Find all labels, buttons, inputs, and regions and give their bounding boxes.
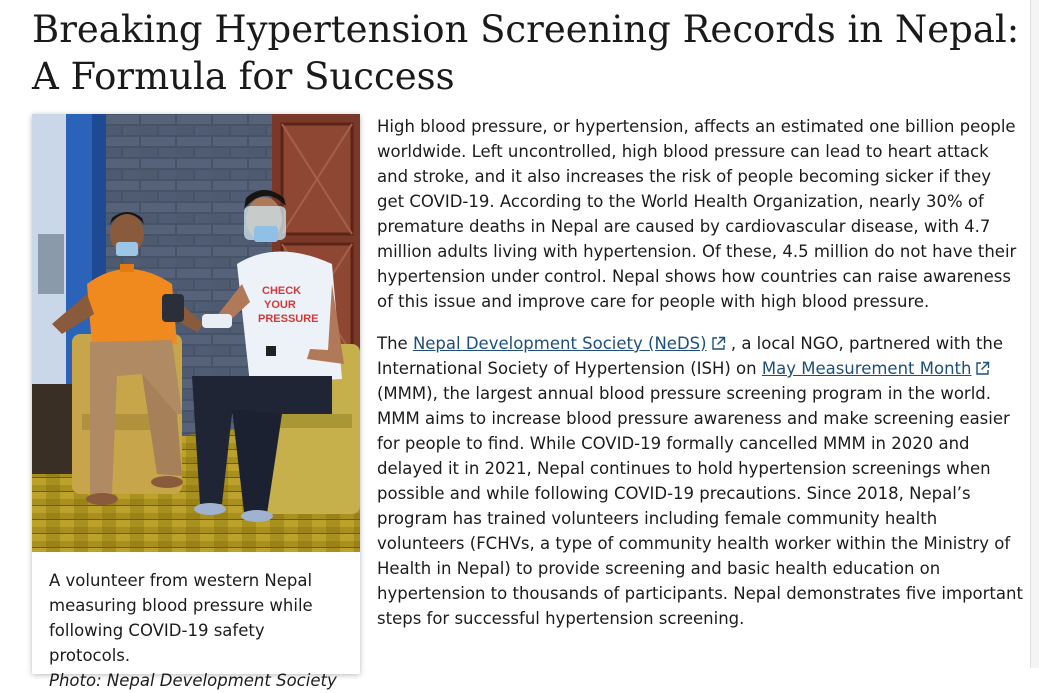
photo-credit: Photo: Nepal Development Society bbox=[49, 671, 337, 690]
article-title: Breaking Hypertension Screening Records in Nepal: A Formula for Success bbox=[32, 8, 1020, 98]
figure-caption bbox=[32, 552, 360, 693]
paragraph-lead: The bbox=[377, 334, 413, 353]
paragraph-tail: (MMM), the largest annual blood pressure screening program in the world. MMM aims to increase blood pressure awareness and make screening easier for people to find. While COVID-19 formally cancelled MMM in 2020 and delayed it in 2021, Nepal continues to hold hypertension screenings when possible and while following COVID-19 precautions. Since 2018, Nepal’s program has trained volunteers including female community health volunteers (FCHVs, a type of community health worker within the Ministry of Health in Nepal) to provide screening and basic health education on hypertension to thousands of participants. Nepal demonstrates five important steps for successful hypertension screening. bbox=[377, 384, 1023, 628]
article-body bbox=[377, 114, 1023, 648]
paragraph-intro: High blood pressure, or hypertension, affects an estimated one billion people worldwide. Left uncontrolled, high blood pressure can lead to heart attack and stroke, and it also increases the risk of people becoming sicker if they get COVID-19. According to the World Health Organization, nearly 30% of premature deaths in Nepal are caused by cardiovascular disease, with 4.7 million adults living with hypertension. Of these, 4.5 million do not have their hypertension under control. Nepal shows how countries can raise awareness of this issue and improve care for people with high blood pressure. bbox=[377, 117, 1017, 311]
caption-text: A volunteer from western Nepal measuring blood pressure while following COVID-19 safety protocols. bbox=[49, 571, 313, 665]
external-link-icon[interactable] bbox=[711, 336, 726, 351]
external-link-icon[interactable] bbox=[975, 361, 990, 376]
paragraph-neds bbox=[377, 331, 1023, 631]
neds-link[interactable]: Nepal Development Society (NeDS) bbox=[412, 334, 707, 353]
mmm-link[interactable]: May Measurement Month bbox=[761, 359, 972, 378]
volunteer-photo bbox=[32, 114, 360, 552]
shirt-text-2: YOUR bbox=[264, 299, 296, 311]
right-scroll-edge bbox=[1030, 0, 1039, 668]
article-figure bbox=[32, 114, 360, 690]
shirt-text-1: CHECK bbox=[262, 285, 302, 297]
paragraph-mid: , a local NGO, partnered with the International Society of Hypertension (ISH) on bbox=[377, 334, 1004, 378]
shirt-text-3: PRESSURE bbox=[258, 313, 319, 325]
